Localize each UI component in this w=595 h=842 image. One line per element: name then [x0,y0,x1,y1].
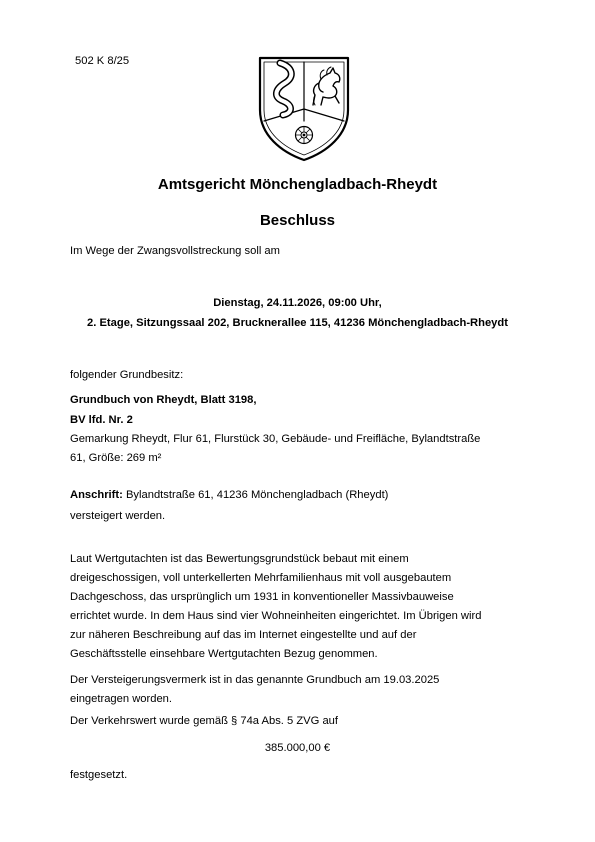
appraisal-line: dreigeschossigen, voll unterkellerten Mehrfamilienhaus mit voll ausgebautem [70,572,452,584]
auction-text: versteigert werden. [70,510,166,522]
property-description-line: Gemarkung Rheydt, Flur 61, Flurstück 30, Gebäude- und Freifläche, Bylandtstraße [70,433,481,445]
intro-text: Im Wege der Zwangsvollstreckung soll am [70,245,280,257]
address-label: Anschrift: [70,489,123,501]
nrw-coat-of-arms-icon [257,55,351,163]
property-description-line: 61, Größe: 269 m² [70,452,162,464]
appointment-location: 2. Etage, Sitzungssaal 202, Brucknerallee 115, 41236 Mönchengladbach-Rheydt [87,317,508,329]
registration-line: Der Versteigerungsvermerk ist in das genannte Grundbuch am 19.03.2025 [70,674,440,686]
value-intro: Der Verkehrswert wurde gemäß § 74a Abs. 5 ZVG auf [70,715,339,727]
address-value: Bylandtstraße 61, 41236 Mönchengladbach (Rheydt) [125,489,389,501]
appraisal-line: zur näheren Beschreibung auf das im Internet eingestellte und auf der [70,629,417,641]
page-title: Beschluss [259,212,336,229]
court-name: Amtsgericht Mönchengladbach-Rheydt [157,176,438,193]
bv-number: BV lfd. Nr. 2 [70,414,133,426]
property-description [70,430,480,468]
case-number: 502 K 8/25 [75,55,130,67]
appraisal-line: errichtet wurde. In dem Haus sind vier Wohneinheiten eingerichtet. Im Übrigen wird [70,610,482,622]
market-value: 385.000,00 € [264,742,331,754]
grundbuch-reference: Grundbuch von Rheydt, Blatt 3198, [70,394,257,406]
appraisal-line: Dachgeschoss, das ursprünglich um 1931 in konventioneller Massivbauweise [70,591,454,603]
property-intro: folgender Grundbesitz: [70,369,184,381]
address-row [70,489,388,501]
closing-text: festgesetzt. [70,769,128,781]
appraisal-line: Laut Wertgutachten ist das Bewertungsgrundstück bebaut mit einem [70,553,409,565]
appraisal-paragraph [70,550,481,664]
registration-paragraph [70,671,439,709]
appraisal-line: Geschäftsstelle einsehbare Wertgutachten Bezug genommen. [70,648,378,660]
registration-line: eingetragen worden. [70,693,173,705]
appointment-date-time: Dienstag, 24.11.2026, 09:00 Uhr, [213,297,382,309]
